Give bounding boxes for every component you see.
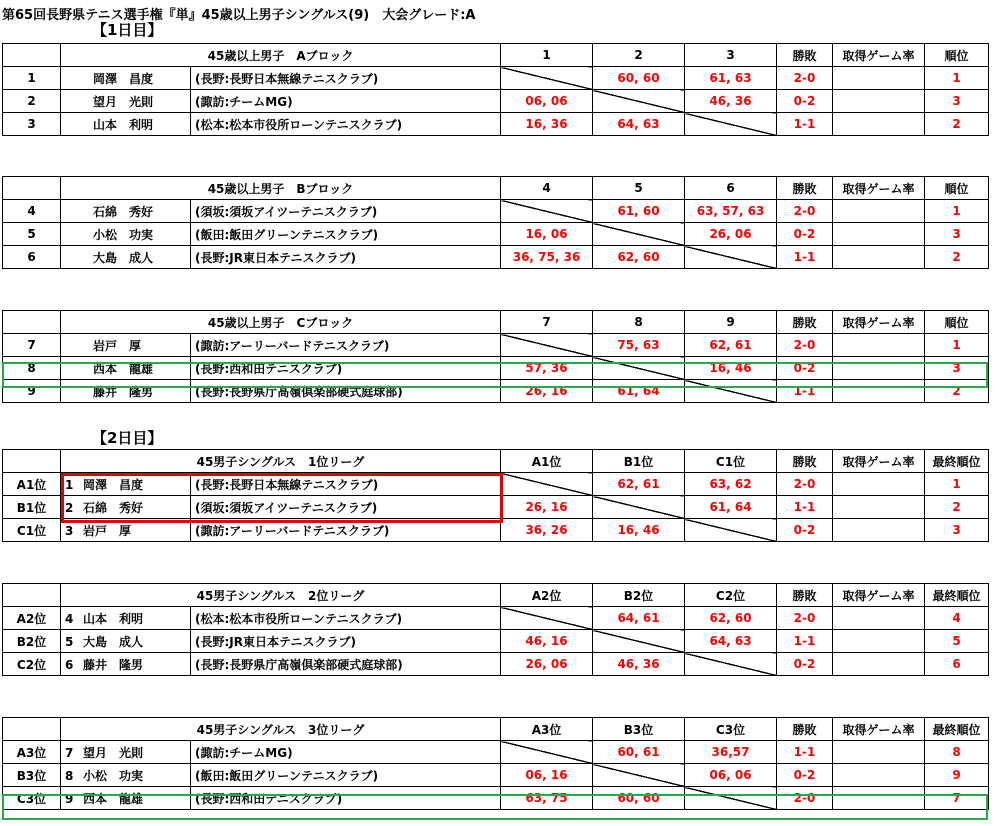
day1-label: 【1日目】 — [92, 21, 163, 39]
club-cell: (長野:JR東日本テニスクラブ) — [191, 630, 501, 653]
win-loss-cell: 2-0 — [777, 473, 833, 496]
score-cell: 60, 60 — [593, 67, 685, 90]
club-cell: (長野:長野県庁高嶺倶楽部硬式庭球部) — [191, 380, 501, 403]
block-name-header: 45男子シングルス 2位リーグ — [61, 584, 501, 607]
win-loss-cell: 1-1 — [777, 630, 833, 653]
player-name: 大島 成人 — [83, 634, 144, 649]
win-loss-cell: 1-1 — [777, 496, 833, 519]
column-header: C2位 — [685, 584, 777, 607]
seed-cell: 5 — [3, 223, 61, 246]
seed-cell: A2位 — [3, 607, 61, 630]
player-name: 藤井 隆男 — [83, 657, 144, 672]
win-loss-cell: 1-1 — [777, 741, 833, 764]
player-name: 岩戸 厚 — [93, 338, 142, 353]
score-cell: 46, 16 — [501, 630, 593, 653]
score-cell: 26, 16 — [501, 380, 593, 403]
score-cell: 64, 61 — [593, 607, 685, 630]
seed-cell: 7 — [3, 334, 61, 357]
win-loss-cell: 2-0 — [777, 787, 833, 810]
game-rate-cell — [833, 741, 925, 764]
club-cell: (諏訪:チームMG) — [191, 90, 501, 113]
column-header: 8 — [593, 311, 685, 334]
table-row — [3, 496, 989, 519]
score-cell: 62, 60 — [593, 246, 685, 269]
score-cell: 26, 06 — [501, 653, 593, 676]
player-name: 岡澤 昌度 — [93, 71, 154, 86]
score-cell: 63, 75 — [501, 787, 593, 810]
club-cell: (長野:長野日本無線テニスクラブ) — [191, 67, 501, 90]
score-cell: 61, 64 — [593, 380, 685, 403]
player-cell — [61, 473, 191, 496]
game-rate-cell — [833, 653, 925, 676]
rank-cell: 3 — [925, 90, 989, 113]
column-header: 2 — [593, 44, 685, 67]
player-cell — [61, 223, 191, 246]
game-rate-cell — [833, 787, 925, 810]
win-loss-cell: 1-1 — [777, 380, 833, 403]
score-cell: 60, 60 — [593, 787, 685, 810]
player-cell — [61, 653, 191, 676]
column-header: B3位 — [593, 718, 685, 741]
rank-cell: 2 — [925, 113, 989, 136]
table-row — [3, 653, 989, 676]
score-cell: 16, 46 — [593, 519, 685, 542]
table-row — [3, 741, 989, 764]
rank-header: 順位 — [925, 177, 989, 200]
club-cell: (諏訪:チームMG) — [191, 741, 501, 764]
self-match-cell — [593, 223, 685, 246]
game-rate-cell — [833, 473, 925, 496]
score-cell: 36, 26 — [501, 519, 593, 542]
player-name: 小松 功実 — [83, 768, 144, 783]
standings-table — [2, 176, 989, 269]
header-blank — [3, 177, 61, 200]
block-name-header: 45男子シングルス 3位リーグ — [61, 718, 501, 741]
column-header: C3位 — [685, 718, 777, 741]
seed-cell: 1 — [3, 67, 61, 90]
win-loss-cell: 2-0 — [777, 67, 833, 90]
win-loss-cell: 1-1 — [777, 113, 833, 136]
column-header: A1位 — [501, 450, 593, 473]
player-cell — [61, 357, 191, 380]
win-loss-cell: 2-0 — [777, 607, 833, 630]
table-header-row — [3, 311, 989, 334]
player-cell — [61, 496, 191, 519]
day2-label: 【2日目】 — [92, 429, 163, 447]
player-name: 山本 利明 — [93, 117, 154, 132]
table-header-row — [3, 450, 989, 473]
score-cell: 60, 61 — [593, 741, 685, 764]
score-cell: 61, 60 — [593, 200, 685, 223]
rank-cell: 1 — [925, 200, 989, 223]
player-name: 小松 功実 — [93, 227, 154, 242]
win-loss-header: 勝敗 — [777, 584, 833, 607]
score-cell: 64, 63 — [593, 113, 685, 136]
column-header: 5 — [593, 177, 685, 200]
score-cell: 46, 36 — [685, 90, 777, 113]
rank-cell: 7 — [925, 787, 989, 810]
score-cell: 63, 62 — [685, 473, 777, 496]
rank-header: 順位 — [925, 44, 989, 67]
table-row — [3, 519, 989, 542]
score-cell: 62, 61 — [593, 473, 685, 496]
player-name: 岡澤 昌度 — [83, 477, 144, 492]
win-loss-cell: 0-2 — [777, 90, 833, 113]
block-name-header: 45歳以上男子 Cブロック — [61, 311, 501, 334]
rank-cell: 2 — [925, 496, 989, 519]
win-loss-cell: 2-0 — [777, 334, 833, 357]
page-title: 第65回長野県テニス選手権『単』45歳以上男子シングルス(9) 大会グレード:A — [2, 8, 476, 23]
club-cell: (須坂:須坂アイツーテニスクラブ) — [191, 200, 501, 223]
league-number: 4 — [65, 611, 74, 626]
game-rate-cell — [833, 246, 925, 269]
win-loss-cell: 0-2 — [777, 764, 833, 787]
club-cell: (長野:JR東日本テニスクラブ) — [191, 246, 501, 269]
block-name-header: 45歳以上男子 Bブロック — [61, 177, 501, 200]
rank-cell: 1 — [925, 67, 989, 90]
table-header-row — [3, 584, 989, 607]
player-name: 藤井 隆男 — [93, 384, 154, 399]
self-match-cell — [501, 334, 593, 357]
rank-cell: 2 — [925, 380, 989, 403]
league-number: 9 — [65, 791, 74, 806]
column-header: 3 — [685, 44, 777, 67]
game-rate-cell — [833, 519, 925, 542]
self-match-cell — [501, 67, 593, 90]
league-number: 6 — [65, 657, 74, 672]
game-rate-cell — [833, 67, 925, 90]
self-match-cell — [685, 787, 777, 810]
table-row — [3, 357, 989, 380]
game-rate-header: 取得ゲーム率 — [833, 311, 925, 334]
player-cell — [61, 787, 191, 810]
player-name: 岩戸 厚 — [83, 523, 132, 538]
score-cell: 61, 63 — [685, 67, 777, 90]
game-rate-cell — [833, 90, 925, 113]
rank-cell: 3 — [925, 223, 989, 246]
score-cell: 36, 75, 36 — [501, 246, 593, 269]
table-header-row — [3, 177, 989, 200]
column-header: B2位 — [593, 584, 685, 607]
standings-table — [2, 449, 989, 542]
club-cell: (飯田:飯田グリーンテニスクラブ) — [191, 223, 501, 246]
seed-cell: 6 — [3, 246, 61, 269]
self-match-cell — [501, 741, 593, 764]
rank-cell: 6 — [925, 653, 989, 676]
column-header: 7 — [501, 311, 593, 334]
self-match-cell — [501, 607, 593, 630]
seed-cell: C2位 — [3, 653, 61, 676]
score-cell: 26, 16 — [501, 496, 593, 519]
self-match-cell — [593, 90, 685, 113]
club-cell: (諏訪:アーリーバードテニスクラブ) — [191, 519, 501, 542]
column-header: A2位 — [501, 584, 593, 607]
standings-table — [2, 43, 989, 136]
header-blank — [3, 718, 61, 741]
player-name: 山本 利明 — [83, 611, 144, 626]
player-name: 西本 龍雄 — [93, 361, 154, 376]
rank-header: 順位 — [925, 311, 989, 334]
block-name-header: 45歳以上男子 Aブロック — [61, 44, 501, 67]
seed-cell: A3位 — [3, 741, 61, 764]
league-number: 1 — [65, 477, 74, 492]
seed-cell: 9 — [3, 380, 61, 403]
table-row — [3, 607, 989, 630]
game-rate-header: 取得ゲーム率 — [833, 718, 925, 741]
win-loss-header: 勝敗 — [777, 718, 833, 741]
game-rate-cell — [833, 357, 925, 380]
league-number: 7 — [65, 745, 74, 760]
score-cell: 46, 36 — [593, 653, 685, 676]
self-match-cell — [685, 113, 777, 136]
player-cell — [61, 246, 191, 269]
table-header-row — [3, 44, 989, 67]
column-header: 6 — [685, 177, 777, 200]
game-rate-cell — [833, 607, 925, 630]
win-loss-cell: 0-2 — [777, 519, 833, 542]
score-cell: 06, 06 — [685, 764, 777, 787]
seed-cell: A1位 — [3, 473, 61, 496]
score-cell: 16, 06 — [501, 223, 593, 246]
self-match-cell — [685, 653, 777, 676]
self-match-cell — [501, 200, 593, 223]
club-cell: (長野:長野日本無線テニスクラブ) — [191, 473, 501, 496]
self-match-cell — [685, 246, 777, 269]
rank-header: 最終順位 — [925, 718, 989, 741]
table-row — [3, 630, 989, 653]
win-loss-header: 勝敗 — [777, 44, 833, 67]
club-cell: (長野:長野県庁高嶺倶楽部硬式庭球部) — [191, 653, 501, 676]
column-header: 1 — [501, 44, 593, 67]
player-cell — [61, 67, 191, 90]
score-cell: 06, 16 — [501, 764, 593, 787]
score-cell: 75, 63 — [593, 334, 685, 357]
rank-cell: 9 — [925, 764, 989, 787]
column-header: A3位 — [501, 718, 593, 741]
player-name: 望月 光則 — [83, 745, 144, 760]
block-name-header: 45男子シングルス 1位リーグ — [61, 450, 501, 473]
club-cell: (長野:西和田テニスクラブ) — [191, 787, 501, 810]
seed-cell: 4 — [3, 200, 61, 223]
game-rate-cell — [833, 223, 925, 246]
seed-cell: B3位 — [3, 764, 61, 787]
column-header: B1位 — [593, 450, 685, 473]
table-row — [3, 223, 989, 246]
rank-cell: 4 — [925, 607, 989, 630]
self-match-cell — [685, 519, 777, 542]
win-loss-cell: 1-1 — [777, 246, 833, 269]
column-header: C1位 — [685, 450, 777, 473]
player-cell — [61, 764, 191, 787]
table-row — [3, 246, 989, 269]
rank-cell: 1 — [925, 473, 989, 496]
club-cell: (飯田:飯田グリーンテニスクラブ) — [191, 764, 501, 787]
game-rate-cell — [833, 380, 925, 403]
player-cell — [61, 200, 191, 223]
game-rate-cell — [833, 630, 925, 653]
table-row — [3, 334, 989, 357]
game-rate-cell — [833, 113, 925, 136]
win-loss-header: 勝敗 — [777, 177, 833, 200]
table-header-row — [3, 718, 989, 741]
score-cell: 57, 36 — [501, 357, 593, 380]
player-name: 石綿 秀好 — [83, 500, 144, 515]
score-cell: 64, 63 — [685, 630, 777, 653]
win-loss-cell: 0-2 — [777, 653, 833, 676]
seed-cell: B2位 — [3, 630, 61, 653]
game-rate-header: 取得ゲーム率 — [833, 177, 925, 200]
club-cell: (諏訪:アーリーバードテニスクラブ) — [191, 334, 501, 357]
column-header: 4 — [501, 177, 593, 200]
seed-cell: 3 — [3, 113, 61, 136]
table-row — [3, 380, 989, 403]
table-row — [3, 90, 989, 113]
club-cell: (松本:松本市役所ローンテニスクラブ) — [191, 607, 501, 630]
score-cell: 62, 60 — [685, 607, 777, 630]
self-match-cell — [685, 380, 777, 403]
score-cell: 62, 61 — [685, 334, 777, 357]
player-name: 西本 龍雄 — [83, 791, 144, 806]
win-loss-header: 勝敗 — [777, 311, 833, 334]
rank-cell: 3 — [925, 357, 989, 380]
rank-cell: 5 — [925, 630, 989, 653]
table-row — [3, 200, 989, 223]
win-loss-cell: 2-0 — [777, 200, 833, 223]
game-rate-cell — [833, 764, 925, 787]
player-name: 望月 光則 — [93, 94, 154, 109]
win-loss-header: 勝敗 — [777, 450, 833, 473]
table-row — [3, 67, 989, 90]
self-match-cell — [593, 357, 685, 380]
standings-table — [2, 310, 989, 403]
table-row — [3, 113, 989, 136]
player-cell — [61, 90, 191, 113]
standings-table — [2, 583, 989, 676]
seed-cell: 8 — [3, 357, 61, 380]
table-row — [3, 787, 989, 810]
seed-cell: B1位 — [3, 496, 61, 519]
rank-cell: 2 — [925, 246, 989, 269]
score-cell: 16, 46 — [685, 357, 777, 380]
player-name: 石綿 秀好 — [93, 204, 154, 219]
score-cell: 36,57 — [685, 741, 777, 764]
game-rate-cell — [833, 496, 925, 519]
win-loss-cell: 0-2 — [777, 357, 833, 380]
standings-table — [2, 717, 989, 810]
rank-header: 最終順位 — [925, 450, 989, 473]
seed-cell: C1位 — [3, 519, 61, 542]
column-header: 9 — [685, 311, 777, 334]
rank-cell: 3 — [925, 519, 989, 542]
rank-cell: 1 — [925, 334, 989, 357]
player-cell — [61, 380, 191, 403]
rank-cell: 8 — [925, 741, 989, 764]
league-number: 2 — [65, 500, 74, 515]
score-cell: 61, 64 — [685, 496, 777, 519]
league-number: 8 — [65, 768, 74, 783]
game-rate-header: 取得ゲーム率 — [833, 584, 925, 607]
league-number: 5 — [65, 634, 74, 649]
score-cell: 26, 06 — [685, 223, 777, 246]
table-row — [3, 473, 989, 496]
player-cell — [61, 113, 191, 136]
game-rate-header: 取得ゲーム率 — [833, 44, 925, 67]
score-cell: 06, 06 — [501, 90, 593, 113]
table-row — [3, 764, 989, 787]
player-cell — [61, 607, 191, 630]
header-blank — [3, 450, 61, 473]
game-rate-cell — [833, 200, 925, 223]
player-cell — [61, 630, 191, 653]
score-cell: 63, 57, 63 — [685, 200, 777, 223]
game-rate-cell — [833, 334, 925, 357]
seed-cell: 2 — [3, 90, 61, 113]
header-blank — [3, 44, 61, 67]
player-cell — [61, 334, 191, 357]
self-match-cell — [593, 496, 685, 519]
player-name: 大島 成人 — [93, 250, 154, 265]
seed-cell: C3位 — [3, 787, 61, 810]
league-number: 3 — [65, 523, 74, 538]
score-cell: 16, 36 — [501, 113, 593, 136]
header-blank — [3, 311, 61, 334]
club-cell: (長野:西和田テニスクラブ) — [191, 357, 501, 380]
self-match-cell — [593, 764, 685, 787]
club-cell: (松本:松本市役所ローンテニスクラブ) — [191, 113, 501, 136]
header-blank — [3, 584, 61, 607]
game-rate-header: 取得ゲーム率 — [833, 450, 925, 473]
self-match-cell — [501, 473, 593, 496]
player-cell — [61, 741, 191, 764]
club-cell: (須坂:須坂アイツーテニスクラブ) — [191, 496, 501, 519]
self-match-cell — [593, 630, 685, 653]
rank-header: 最終順位 — [925, 584, 989, 607]
win-loss-cell: 0-2 — [777, 223, 833, 246]
player-cell — [61, 519, 191, 542]
